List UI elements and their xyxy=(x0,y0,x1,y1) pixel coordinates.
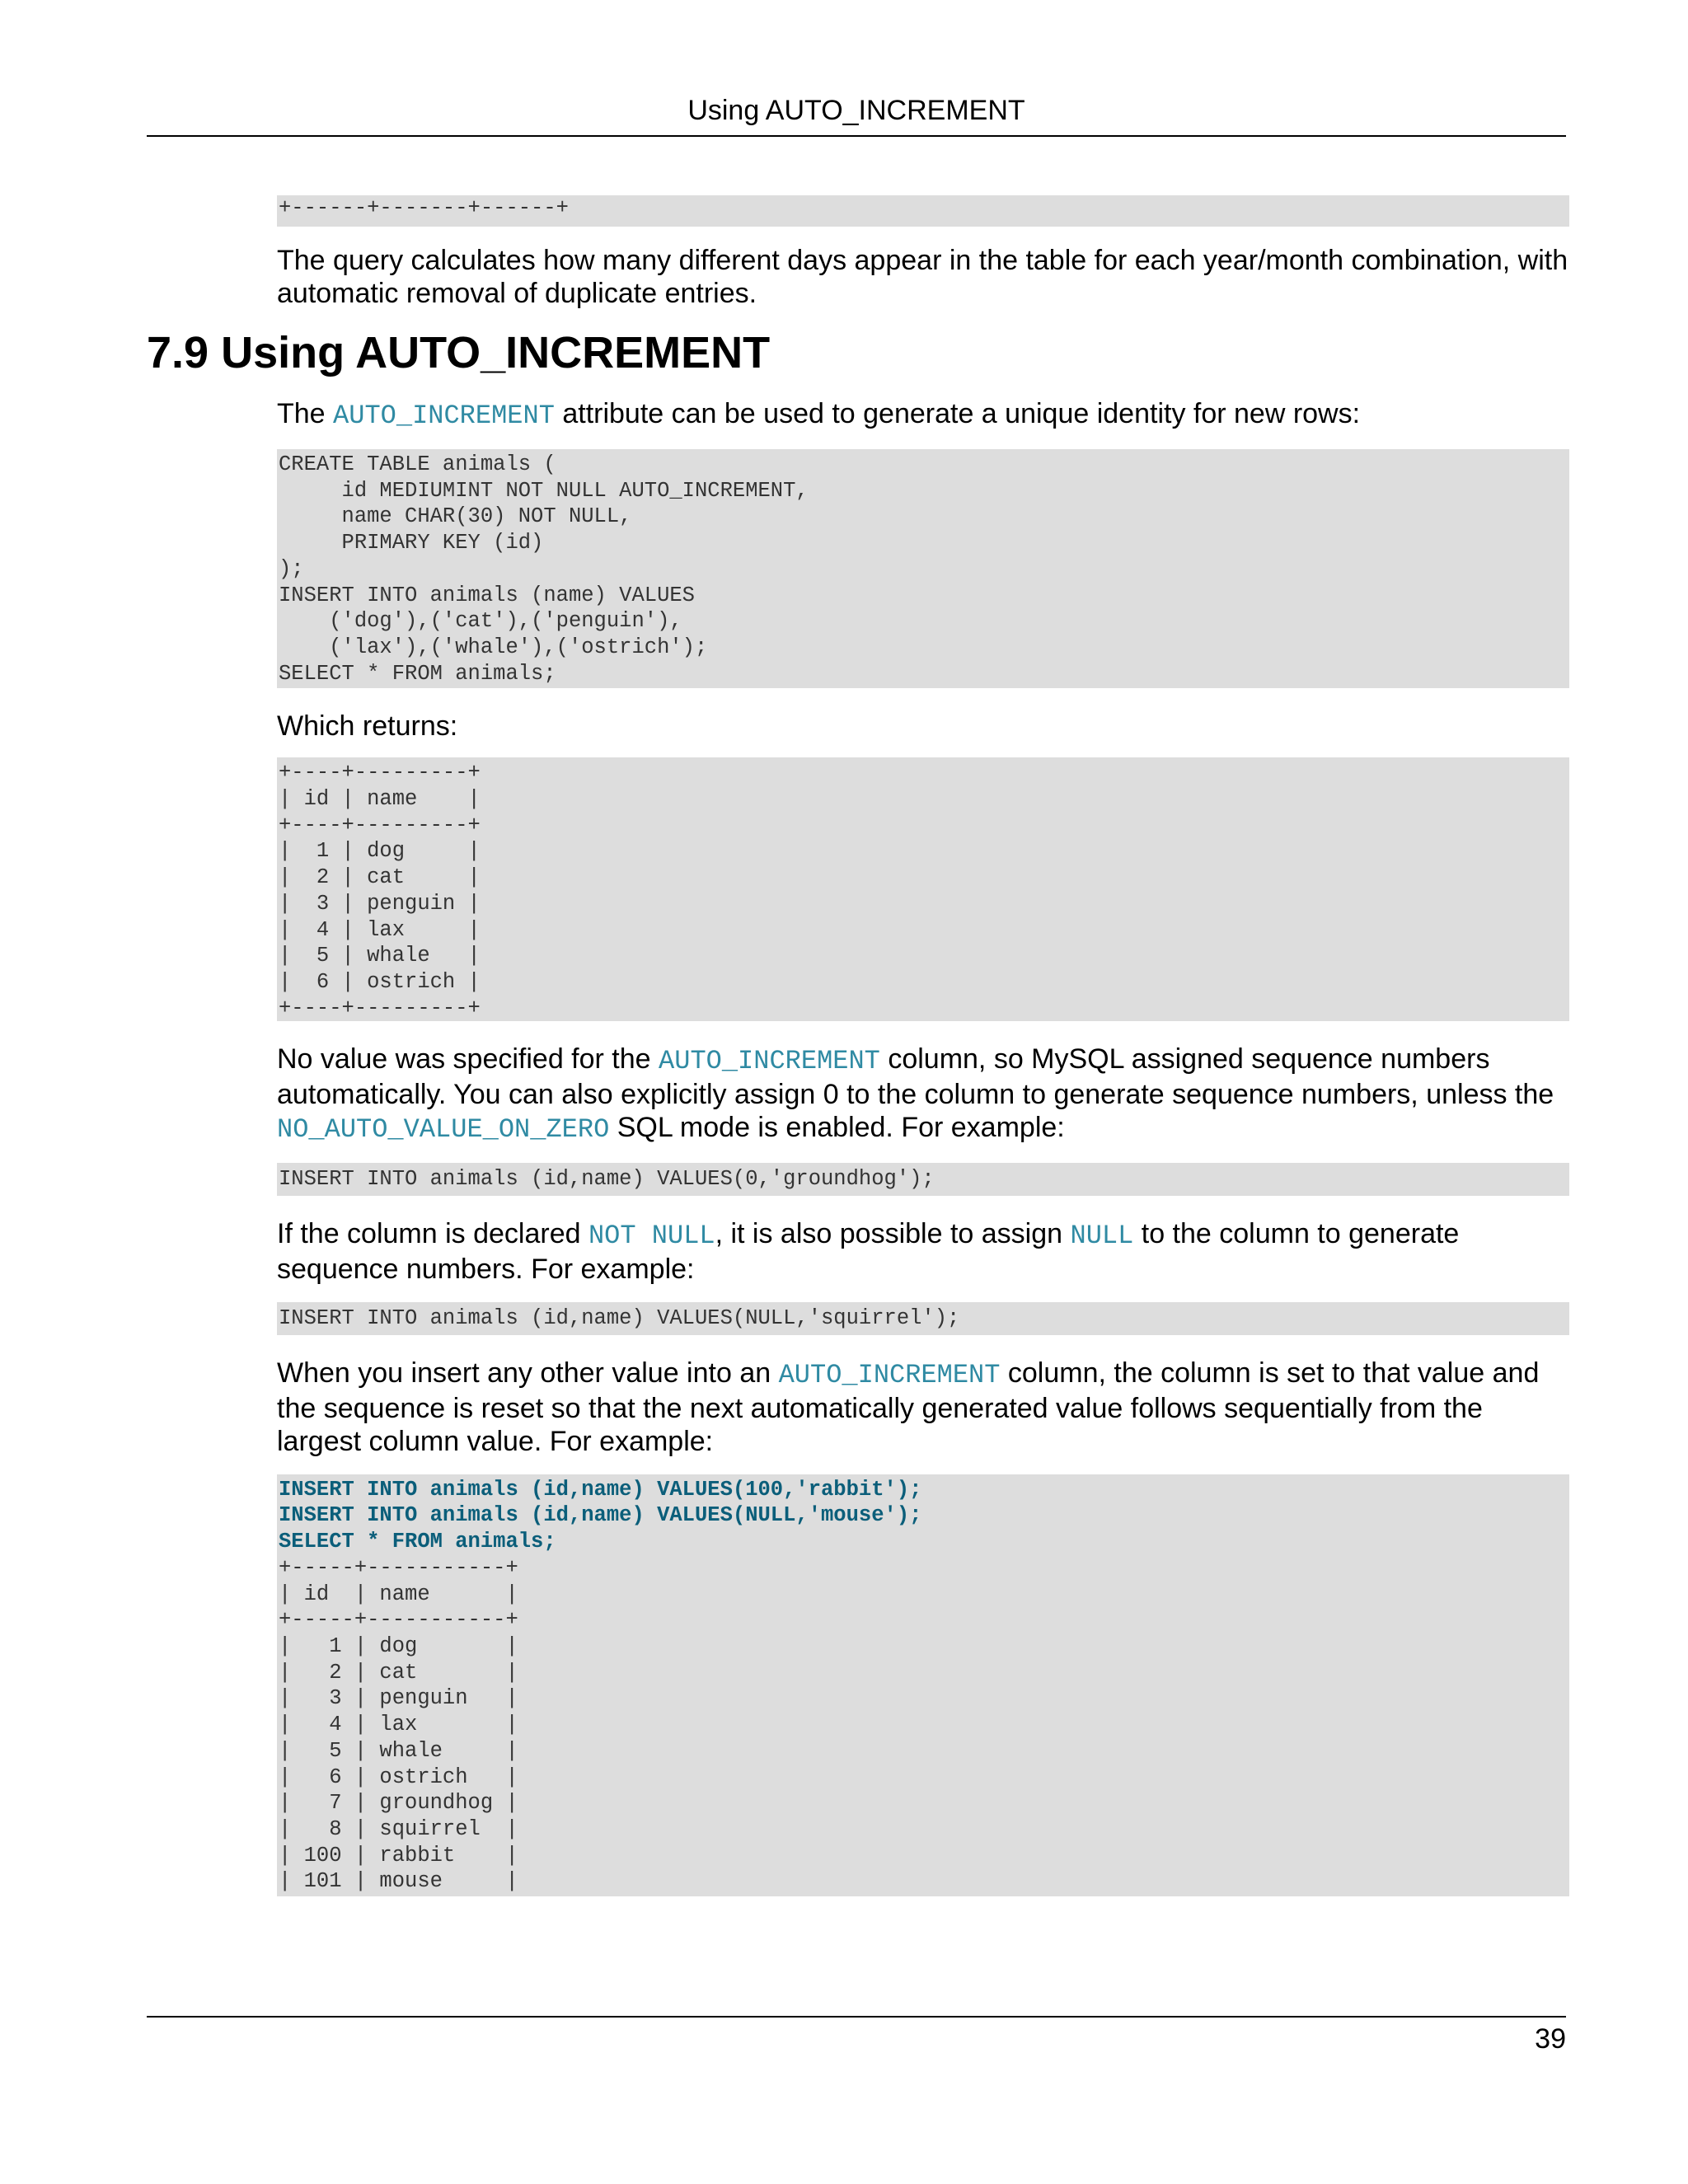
code-block-create-table: CREATE TABLE animals ( id MEDIUMINT NOT NULL AUTO_INCREMENT, name CHAR(30) NOT NULL, PRIMARY KEY (id) ); INSERT INTO animals (name) VALUES ('dog'),('cat'),('penguin'), ('lax'),('whale'),('ostrich'); SELECT * FROM animals; xyxy=(277,449,1569,688)
code-block-table-tail: +------+-------+------+ xyxy=(277,195,1569,227)
text-fragment: The xyxy=(277,398,334,429)
text-fragment: When you insert any other value into an xyxy=(277,1357,779,1389)
literal-null: NULL xyxy=(1070,1221,1134,1252)
text-fragment: SQL mode is enabled. For example: xyxy=(609,1112,1065,1144)
code-block-final-example xyxy=(277,1474,1569,1896)
code-output-table: +-----+-----------+ | id | name | +-----+-----------+ | 1 | dog | | 2 | cat | | 3 | penguin | | 4 | lax | | 5 | whale | | 6 | ostrich | | 7 | groundhog | | 8 | squirrel | | 100 | rabbit | | 101 | mouse | xyxy=(279,1555,518,1894)
section-title: 7.9 Using AUTO_INCREMENT xyxy=(147,328,771,377)
paragraph-insert-other-value xyxy=(277,1357,1569,1458)
text-fragment: column, the column is set to that value and the sequence is reset so that the next automatically generated value follows sequentially from the largest column value. For example: xyxy=(277,1357,1540,1457)
literal-auto-increment: AUTO_INCREMENT xyxy=(659,1046,880,1077)
page-number: 39 xyxy=(1535,2023,1566,2055)
intro-paragraph: The query calculates how many different days appear in the table for each year/month combination, with automatic removal of duplicate entries. xyxy=(277,245,1568,309)
code-block-insert-squirrel: INSERT INTO animals (id,name) VALUES(NULL,'squirrel'); xyxy=(277,1302,1569,1335)
text-fragment: to the column to generate sequence numbers. For example: xyxy=(277,1218,1460,1286)
text-fragment: If the column is declared xyxy=(277,1218,588,1250)
page-header: Using AUTO_INCREMENT xyxy=(687,95,1025,126)
which-returns-text: Which returns: xyxy=(277,710,458,743)
literal-no-auto-value-on-zero: NO_AUTO_VALUE_ON_ZERO xyxy=(277,1114,610,1146)
code-block-result-table: +----+---------+ | id | name | +----+---------+ | 1 | dog | | 2 | cat | | 3 | penguin | | 4 | lax | | 5 | whale | | 6 | ostrich | +----+---------+ xyxy=(277,757,1569,1021)
page-content xyxy=(147,195,1569,1896)
code-input-statements: INSERT INTO animals (id,name) VALUES(100,'rabbit'); INSERT INTO animals (id,name) VALUES(NULL,'mouse'); SELECT * FROM animals; xyxy=(279,1477,922,1554)
text-fragment: , it is also possible to assign xyxy=(715,1218,1071,1250)
literal-auto-increment: AUTO_INCREMENT xyxy=(778,1359,1001,1390)
footer-rule xyxy=(147,2016,1566,2018)
text-fragment: attribute can be used to generate a unique identity for new rows: xyxy=(554,398,1361,429)
text-fragment: column, so MySQL assigned sequence numbers automatically. You can also explicitly assign 0 to the column to generate sequence numbers, unless the xyxy=(277,1043,1554,1111)
code-block-insert-groundhog: INSERT INTO animals (id,name) VALUES(0,'groundhog'); xyxy=(277,1163,1569,1196)
text-fragment: No value was specified for the xyxy=(277,1043,659,1076)
literal-not-null: NOT NULL xyxy=(588,1221,715,1252)
literal-auto-increment: AUTO_INCREMENT xyxy=(333,401,555,431)
paragraph-auto-increment-attribute xyxy=(277,397,1569,433)
paragraph-no-value-specified xyxy=(277,1043,1569,1146)
paragraph-not-null xyxy=(277,1217,1569,1286)
header-rule xyxy=(147,135,1566,137)
